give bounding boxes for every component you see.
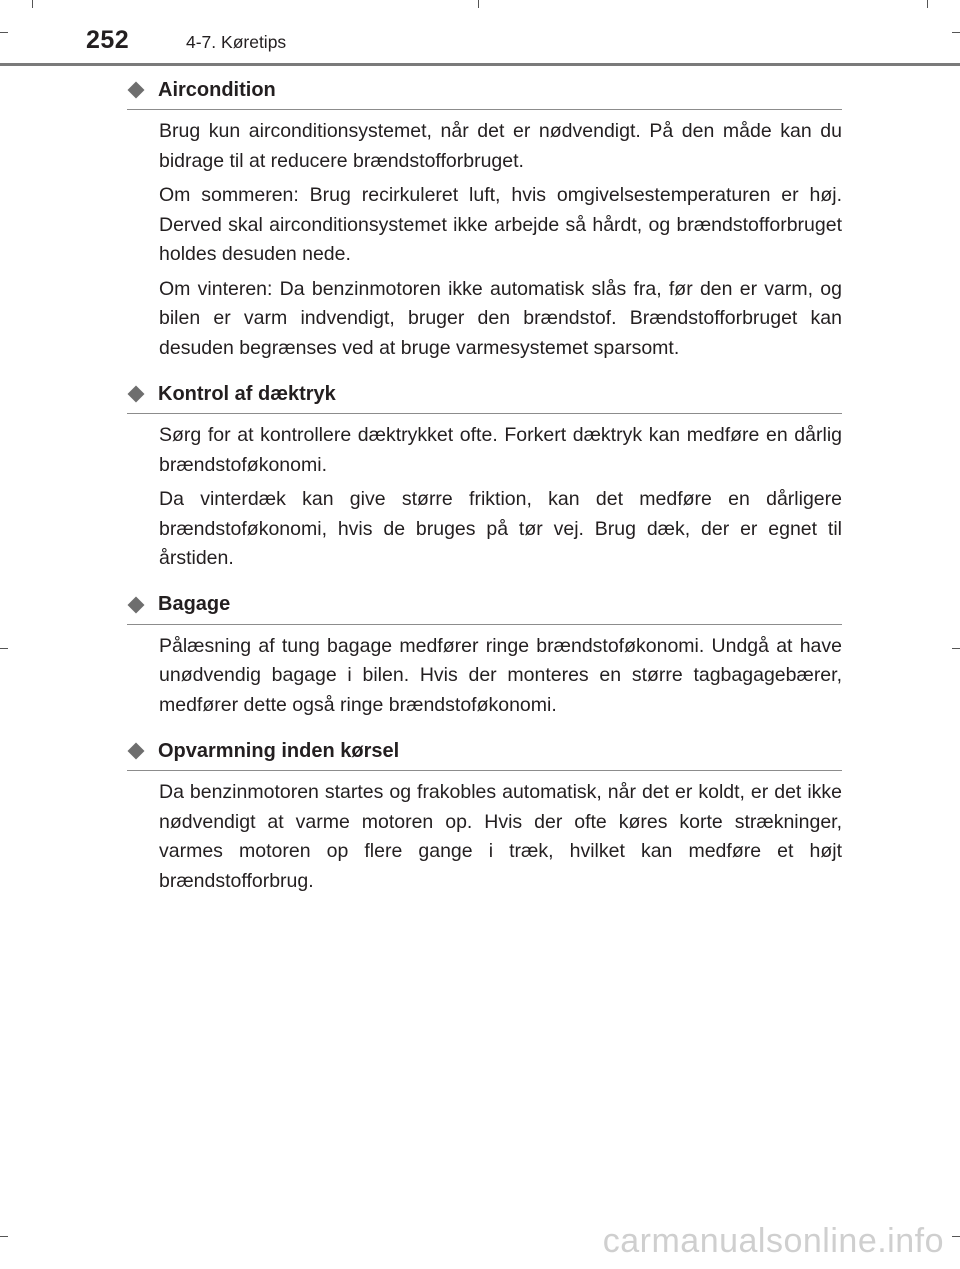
section-warmup (127, 734, 842, 896)
section-heading (127, 73, 842, 110)
section-heading (127, 377, 842, 414)
diamond-bullet-icon (127, 386, 144, 403)
watermark-logo: carmanualsonline.info (602, 1222, 944, 1260)
section-label: 4-7. Køretips (186, 32, 287, 52)
diamond-bullet-icon (127, 82, 144, 99)
paragraph: Om sommeren: Brug recirkuleret luft, hvis omgivelsestemperaturen er høj. Derved skal airconditionsystemet ikke arbejde så hårdt, og brændstofforbruget holdes desuden nede. (159, 184, 842, 265)
section-heading-text: Bagage (158, 593, 231, 615)
paragraph: Da vinterdæk kan give større friktion, kan det medføre en dårligere brændstoføkonomi, hvis de bruges på tør vej. Brug dæk, der er egnet til årstiden. (159, 488, 842, 569)
diamond-bullet-icon (127, 743, 144, 760)
crop-mark (0, 32, 8, 33)
section-heading-text: Aircondition (158, 78, 276, 101)
paragraph: Sørg for at kontrollere dæktrykket ofte. Forkert dæktryk kan medføre en dårlig brændstoføkonomi. (159, 424, 842, 476)
crop-mark (927, 0, 928, 8)
crop-mark (478, 0, 479, 8)
section-luggage (127, 588, 842, 721)
diamond-bullet-icon (127, 596, 144, 613)
paragraph: Om vinteren: Da benzinmotoren ikke automatisk slås fra, før den er varm, og bilen er varm indvendigt, bruger den brændstof. Brændstofforbruget kan desuden begrænses ved at bruge varmesystemet sparsomt. (159, 277, 842, 359)
paragraph: Da benzinmotoren startes og frakobles automatisk, når det er koldt, er det ikke nødvendigt at varme motoren op. Hvis der ofte køres korte strækninger, varmes motoren op flere gange i træk, hvilket kan medføre et højt brændstofforbrug. (159, 781, 842, 892)
paragraph: Pålæsning af tung bagage medfører ringe brændstoføkonomi. Undgå at have unødvendig bagage i bilen. Hvis der monteres en større tagbagagebærer, medfører dette også ringe brændstoføkonomi. (159, 634, 842, 716)
crop-mark (952, 32, 960, 33)
paragraph: Brug kun airconditionsystemet, når det er nødvendigt. På den måde kan du bidrage til at reducere brændstofforbruget. (159, 120, 842, 172)
crop-mark (952, 648, 960, 649)
section-heading (127, 734, 842, 771)
crop-mark (0, 1236, 8, 1237)
crop-mark (32, 0, 33, 8)
page-number: 252 (86, 26, 130, 54)
section-heading-text: Kontrol af dæktryk (158, 382, 336, 405)
section-aircondition (127, 73, 842, 363)
page-content (127, 73, 842, 910)
section-heading (127, 588, 842, 625)
section-tire-pressure (127, 377, 842, 574)
crop-mark (952, 1236, 960, 1237)
section-heading-text: Opvarmning inden kørsel (158, 739, 400, 762)
header-rule (0, 63, 960, 66)
crop-mark (0, 648, 8, 649)
